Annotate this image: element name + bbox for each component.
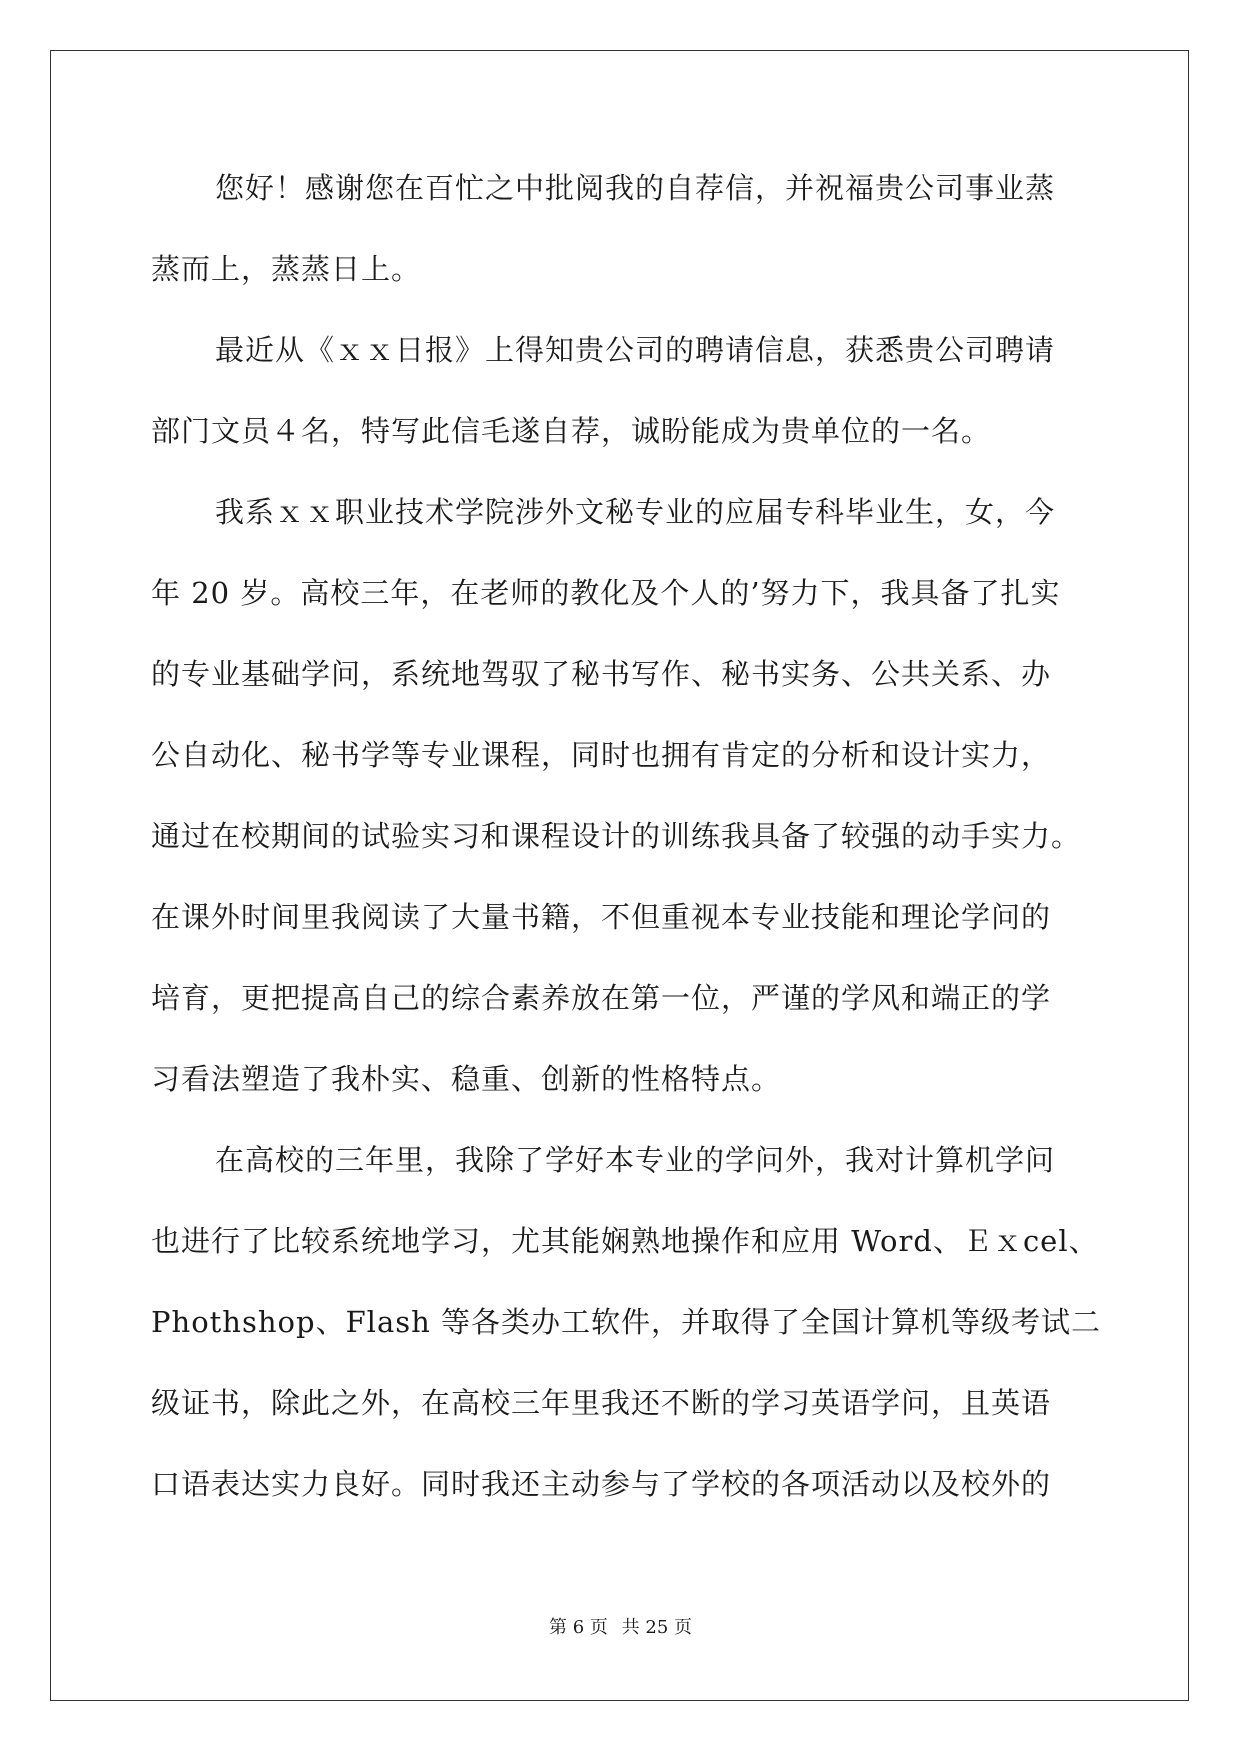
page-number: 第 6 页 [549,1617,608,1638]
text-line: 您好！感谢您在百忙之中批阅我的自荐信，并祝福贵公司事业蒸 [215,171,1056,205]
page-footer [0,1613,1241,1639]
text-line: 年 20 岁。高校三年，在老师的教化及个人的’努力下，我具备了扎实 [151,576,1061,610]
text-line: Phothshop、Flash 等各类办工软件，并取得了全国计算机等级考试二 [151,1305,1102,1339]
text-line: 最近从《ｘｘ日报》上得知贵公司的聘请信息，获悉贵公司聘请 [215,333,1056,367]
text-line: 在课外时间里我阅读了大量书籍，不但重视本专业技能和理论学问的 [151,900,1052,934]
text-line: 口语表达实力良好。同时我还主动参与了学校的各项活动以及校外的 [151,1467,1052,1501]
text-line: 部门文员４名，特写此信毛遂自荐，诚盼能成为贵单位的一名。 [151,414,992,448]
text-line: 公自动化、秘书学等专业课程，同时也拥有肯定的分析和设计实力， [151,738,1052,772]
text-line: 习看法塑造了我朴实、稳重、创新的性格特点。 [151,1062,782,1096]
document-body [151,168,1102,1545]
text-line: 级证书，除此之外，在高校三年里我还不断的学习英语学问，且英语 [151,1386,1052,1420]
text-line: 蒸而上，蒸蒸日上。 [151,252,422,286]
text-line: 通过在校期间的试验实习和课程设计的训练我具备了较强的动手实力。 [151,819,1082,853]
text-line: 我系ｘｘ职业技术学院涉外文秘专业的应届专科毕业生，女，今 [215,495,1056,529]
text-line: 在高校的三年里，我除了学好本专业的学问外，我对计算机学问 [215,1143,1056,1177]
text-line: 的专业基础学问，系统地驾驭了秘书写作、秘书实务、公共关系、办 [151,657,1052,691]
text-line: 培育，更把提高自己的综合素养放在第一位，严谨的学风和端正的学 [151,981,1052,1015]
page-total: 共 25 页 [621,1617,692,1638]
text-line: 也进行了比较系统地学习，尤其能娴熟地操作和应用 Word、Ｅｘcel、 [151,1224,1099,1258]
